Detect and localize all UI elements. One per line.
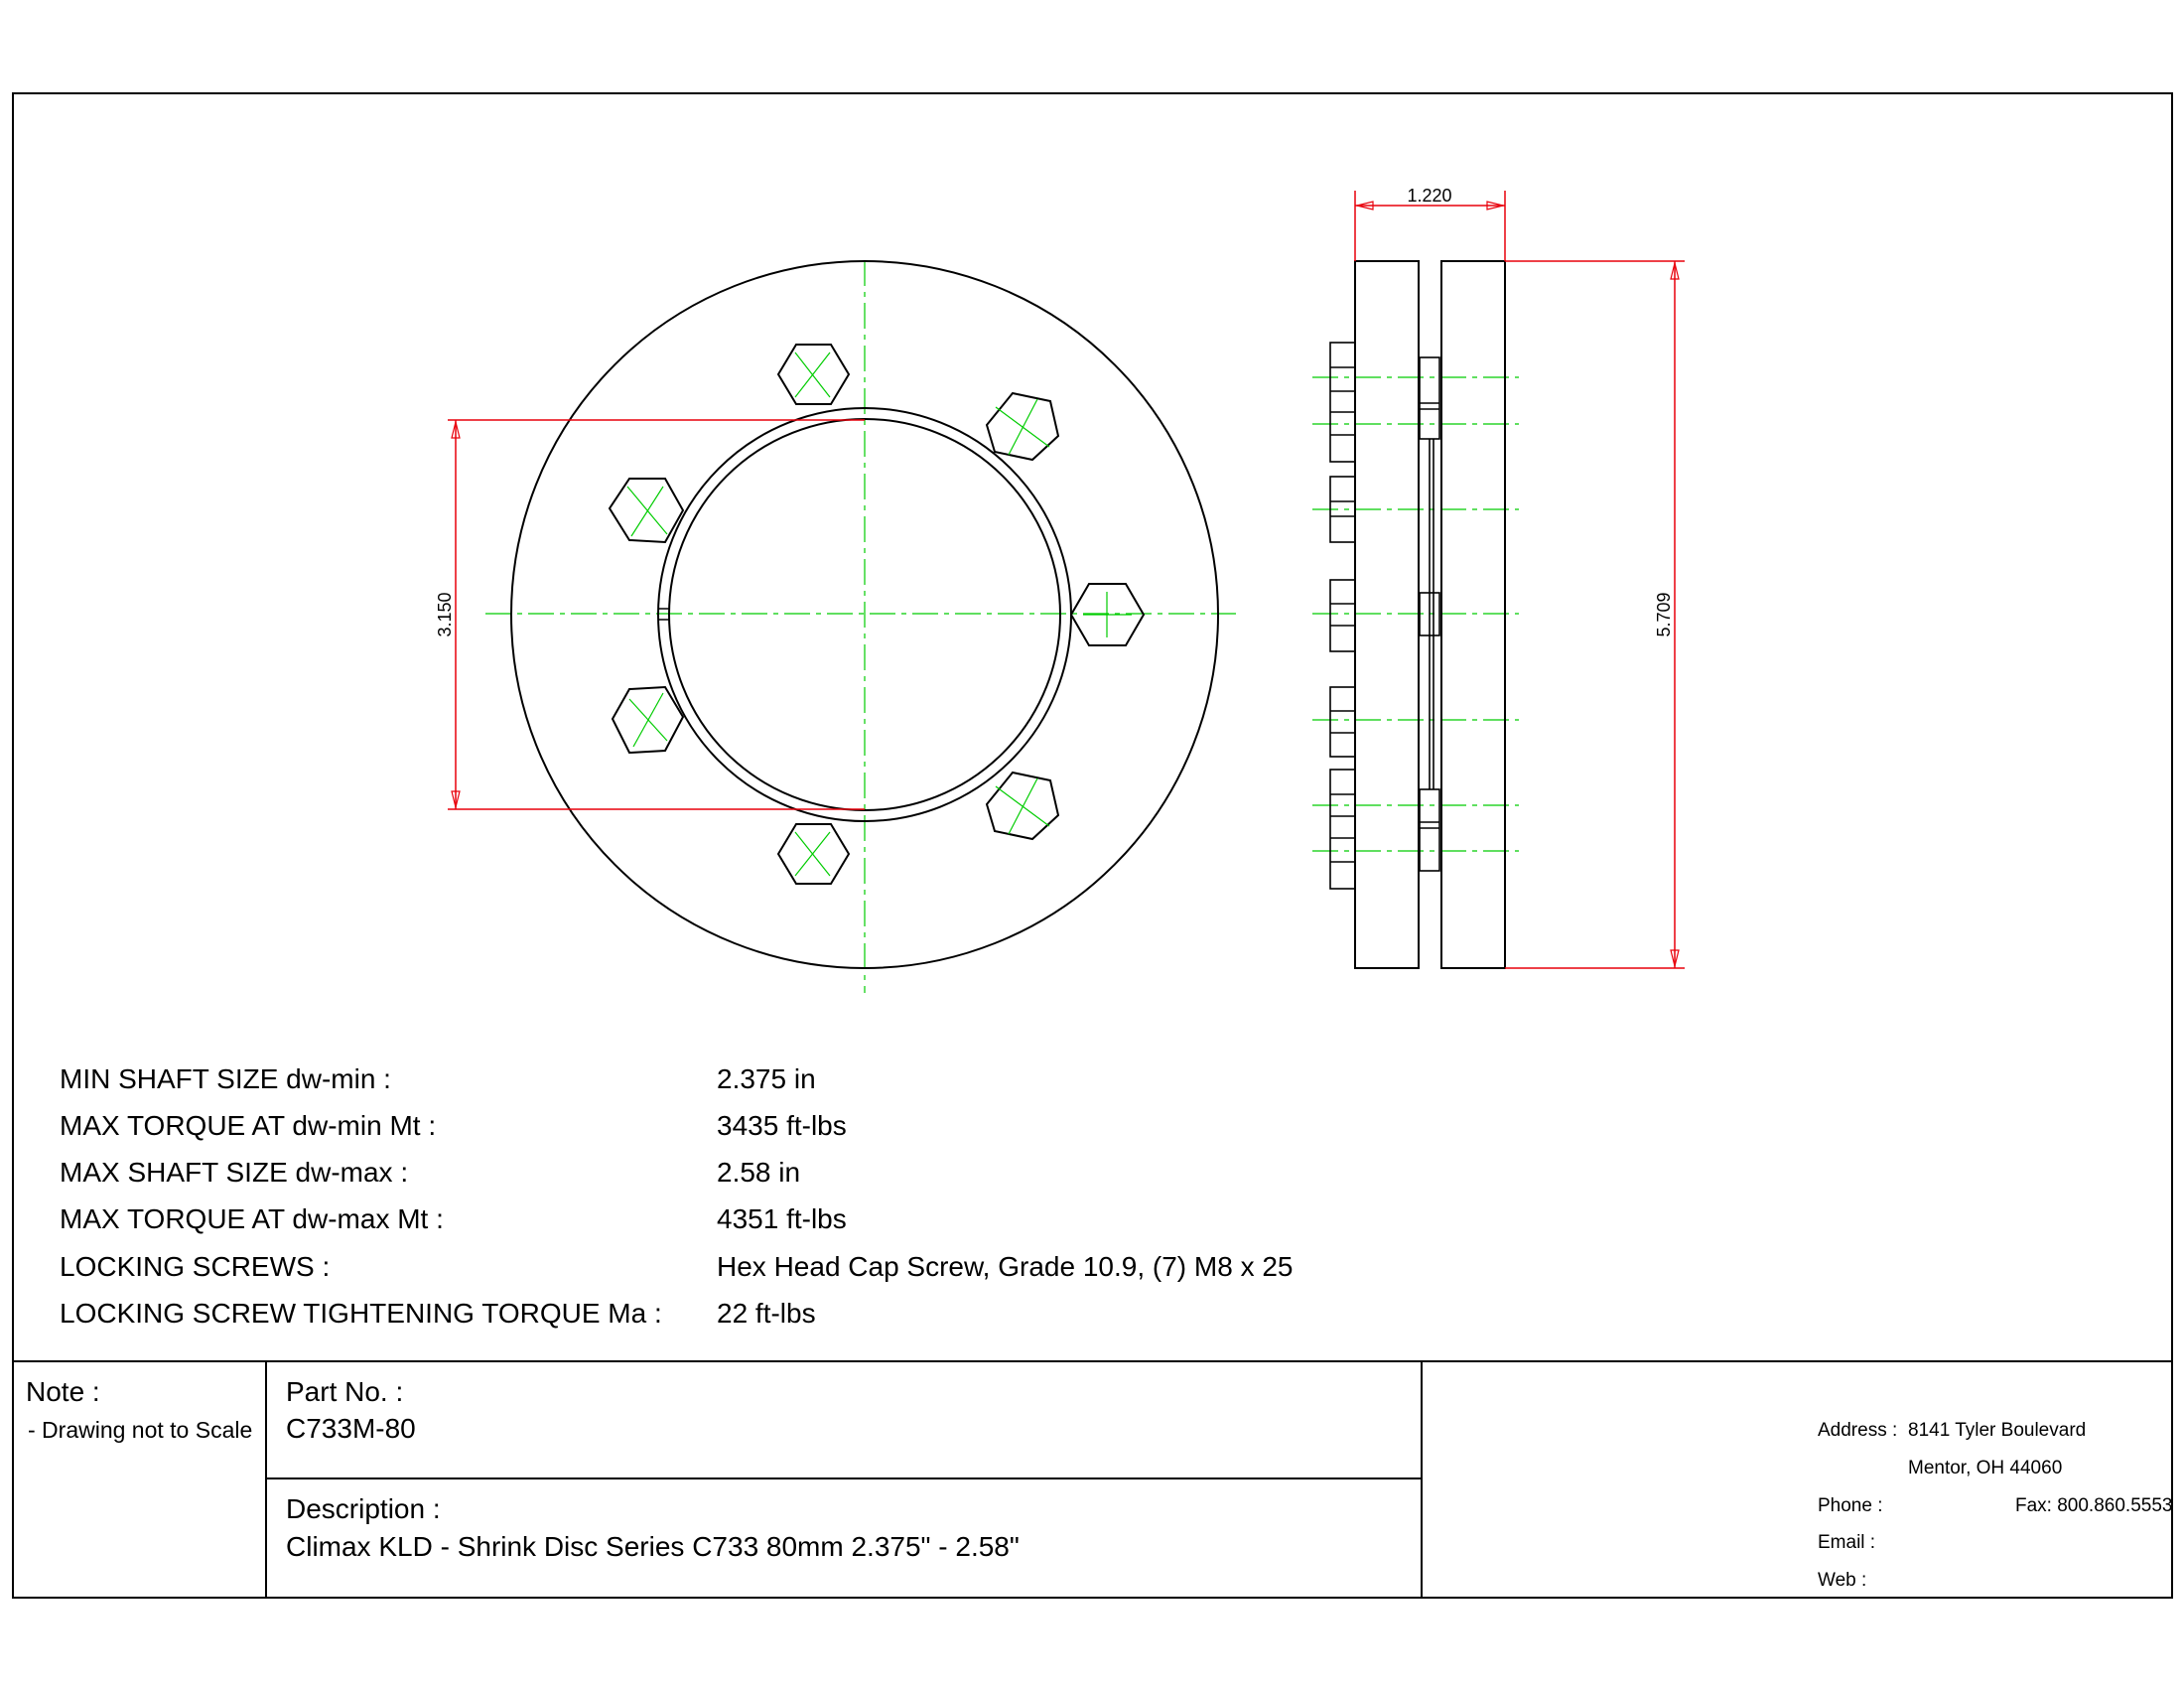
fax-value: Fax: 800.860.5553 [2015, 1495, 2173, 1516]
spec-value-min-shaft: 2.375 in [717, 1063, 816, 1094]
bolt-hex-head-1 [778, 345, 849, 404]
bolt-hex-head-7 [610, 479, 683, 542]
description-value: Climax KLD - Shrink Disc Series C733 80mm 2.375" - 2.58" [286, 1531, 1020, 1562]
dimension-text-outer-diameter: 5.709 [1654, 592, 1674, 637]
spec-label-min-shaft: MIN SHAFT SIZE dw-min : [60, 1063, 391, 1094]
bolt-hex-head-5 [778, 824, 849, 884]
part-no-label: Part No. : [286, 1376, 404, 1407]
web-label: Web : [1818, 1570, 1867, 1591]
spec-label-torque-max: MAX TORQUE AT dw-max Mt : [60, 1203, 444, 1234]
spec-label-torque-min: MAX TORQUE AT dw-min Mt : [60, 1110, 437, 1141]
spec-value-torque-max: 4351 ft-lbs [717, 1203, 847, 1234]
bolt-hex-head-3 [1071, 584, 1144, 645]
description-label: Description : [286, 1493, 441, 1524]
sheet-border [13, 93, 2172, 1598]
spec-value-locking-screws: Hex Head Cap Screw, Grade 10.9, (7) M8 x 25 [717, 1251, 1294, 1282]
spec-value-tightening-torque: 22 ft-lbs [717, 1298, 816, 1329]
bolt-hex-head-2 [987, 393, 1058, 460]
phone-label: Phone : [1818, 1495, 1883, 1516]
clamping-plate-right [1441, 261, 1505, 968]
email-label: Email : [1818, 1532, 1876, 1553]
clamping-plate-left [1355, 261, 1419, 968]
address-line-2: Mentor, OH 44060 [1908, 1458, 2063, 1478]
bolt-hex-head-6 [613, 687, 683, 753]
dimension-text-inner-diameter: 3.150 [435, 592, 455, 637]
spec-label-tightening-torque: LOCKING SCREW TIGHTENING TORQUE Ma : [60, 1298, 662, 1329]
spec-label-locking-screws: LOCKING SCREWS : [60, 1251, 331, 1282]
address-line-1: 8141 Tyler Boulevard [1908, 1420, 2087, 1441]
dimension-text-width: 1.220 [1407, 186, 1452, 206]
bolt-hex-head-4 [987, 773, 1058, 839]
spec-value-torque-min: 3435 ft-lbs [717, 1110, 847, 1141]
note-text: - Drawing not to Scale [28, 1417, 253, 1443]
note-label: Note : [26, 1376, 100, 1407]
part-no-value: C733M-80 [286, 1413, 416, 1444]
address-label: Address : [1818, 1420, 1898, 1441]
front-view [448, 260, 1236, 993]
side-view [1312, 191, 1685, 968]
spec-value-max-shaft: 2.58 in [717, 1157, 801, 1188]
spec-label-max-shaft: MAX SHAFT SIZE dw-max : [60, 1157, 409, 1188]
